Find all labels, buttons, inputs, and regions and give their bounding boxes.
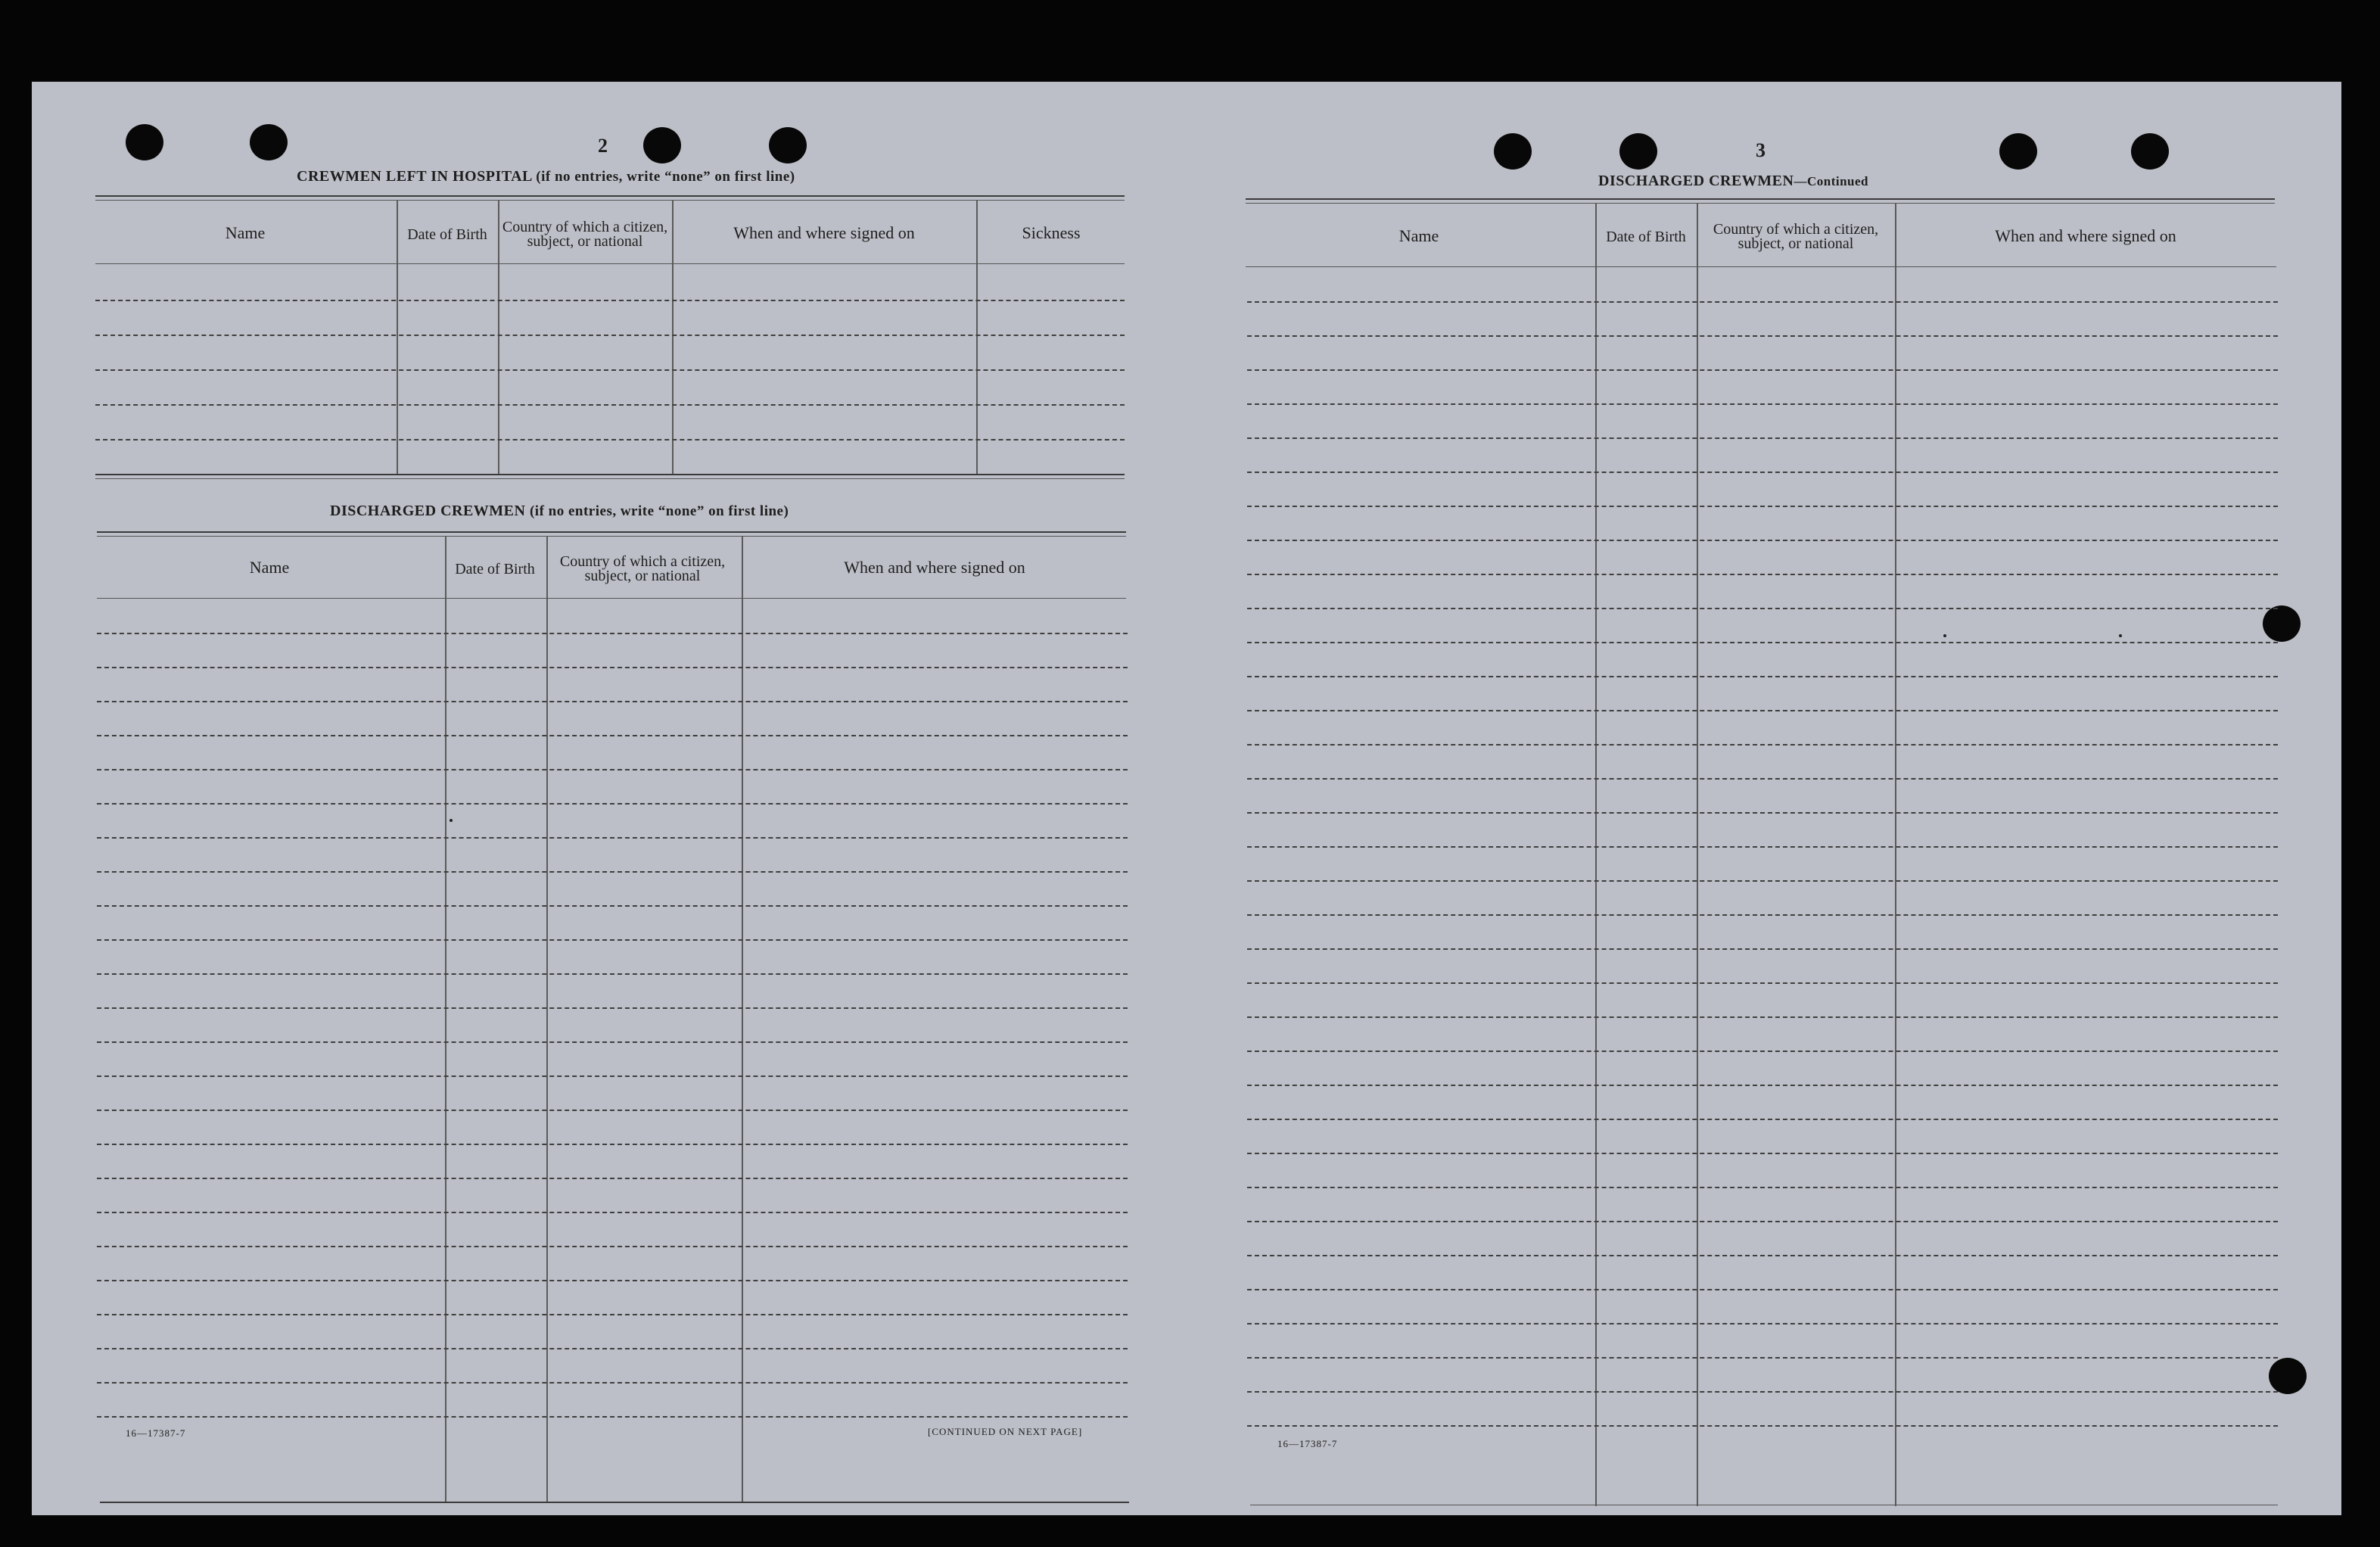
continued-col-dob: Date of Birth <box>1606 228 1686 245</box>
table-row <box>1247 982 2278 984</box>
table-row <box>1247 812 2278 814</box>
table-row <box>97 667 1128 668</box>
table-row <box>95 300 1125 301</box>
table-row <box>1247 1085 2278 1086</box>
form-number-right: 16—17387-7 <box>1277 1438 1338 1449</box>
punch-hole <box>250 124 288 160</box>
table-row <box>97 1246 1128 1247</box>
punch-hole <box>1494 133 1532 170</box>
continued-col-country: Country of which a citizen, subject, or national <box>1713 221 1879 252</box>
hospital-table-top-rule <box>95 195 1125 197</box>
table-row <box>97 1416 1128 1418</box>
punch-hole <box>2263 605 2301 642</box>
table-row <box>1247 437 2278 439</box>
table-row <box>1247 369 2278 371</box>
table-row <box>1247 574 2278 575</box>
table-row <box>1247 1425 2278 1427</box>
table-row <box>1247 642 2278 643</box>
discharged-col-country: Country of which a citizen, subject, or national <box>559 553 726 584</box>
table-row <box>97 1382 1128 1384</box>
punch-hole <box>2269 1358 2307 1394</box>
punch-hole <box>2131 133 2169 170</box>
hospital-col-country: Country of which a citizen, subject, or national <box>502 219 668 250</box>
form-number-left: 16—17387-7 <box>126 1427 186 1439</box>
discharged-section-title: DISCHARGED CREWMEN (if no entries, write “none” on first line) <box>330 503 789 519</box>
table-row <box>95 439 1125 440</box>
table-row <box>1247 1357 2278 1359</box>
table-row <box>1247 301 2278 303</box>
table-row <box>1247 1323 2278 1324</box>
table-row <box>1247 778 2278 780</box>
table-row <box>97 1041 1128 1043</box>
table-row <box>97 1348 1128 1349</box>
punch-hole <box>126 124 163 160</box>
table-row <box>97 701 1128 702</box>
table-row <box>97 1007 1128 1009</box>
table-row <box>1247 846 2278 848</box>
table-row <box>1247 1187 2278 1188</box>
hospital-section-title: CREWMEN LEFT IN HOSPITAL (if no entries, write “none” on first line) <box>297 168 795 185</box>
table-row <box>1247 540 2278 541</box>
table-row <box>1247 1153 2278 1154</box>
table-row <box>1247 506 2278 507</box>
table-row <box>97 1144 1128 1145</box>
continued-col-name: Name <box>1398 226 1439 245</box>
table-row <box>1247 710 2278 711</box>
continued-col-signed-on: When and where signed on <box>1995 226 2176 245</box>
punch-hole <box>643 127 681 163</box>
page-number-right: 3 <box>1756 139 1766 161</box>
discharged-col-dob: Date of Birth <box>455 560 535 577</box>
table-row <box>97 735 1128 736</box>
table-row <box>1247 676 2278 677</box>
table-row <box>1247 1119 2278 1120</box>
table-row <box>97 1110 1128 1111</box>
table-row <box>95 404 1125 406</box>
table-row <box>1247 1051 2278 1052</box>
table-row <box>97 939 1128 941</box>
table-row <box>97 1178 1128 1179</box>
table-row <box>1247 948 2278 950</box>
table-row <box>1247 880 2278 882</box>
hospital-col-name: Name <box>225 223 266 242</box>
table-row <box>1247 914 2278 916</box>
table-row <box>1247 608 2278 609</box>
continued-note: [CONTINUED ON NEXT PAGE] <box>928 1426 1083 1437</box>
hospital-col-dob: Date of Birth <box>407 226 487 243</box>
table-row <box>1247 403 2278 405</box>
hospital-col-signed-on: When and where signed on <box>733 223 915 242</box>
table-row <box>97 1075 1128 1077</box>
table-row <box>1247 744 2278 745</box>
table-row <box>1247 1016 2278 1018</box>
punch-hole <box>1999 133 2037 170</box>
discharged-col-signed-on: When and where signed on <box>844 558 1025 577</box>
table-row <box>97 803 1128 805</box>
table-row <box>97 905 1128 907</box>
table-row <box>97 1280 1128 1281</box>
table-row <box>1247 1391 2278 1393</box>
table-row <box>97 1314 1128 1315</box>
table-row <box>1247 1289 2278 1290</box>
table-row <box>1247 1221 2278 1222</box>
table-row <box>97 1212 1128 1213</box>
table-row <box>97 633 1128 634</box>
form-sheet <box>32 82 2341 1515</box>
table-row <box>1247 472 2278 473</box>
punch-hole <box>769 127 807 163</box>
table-row <box>95 335 1125 336</box>
table-row <box>97 973 1128 975</box>
table-row <box>95 369 1125 371</box>
table-row <box>1247 1255 2278 1256</box>
discharged-col-name: Name <box>249 558 290 577</box>
table-row <box>97 871 1128 873</box>
table-row <box>97 769 1128 770</box>
table-row <box>97 837 1128 839</box>
discharged-continued-title: DISCHARGED CREWMEN—Continued <box>1598 173 1868 189</box>
hospital-col-sickness: Sickness <box>1022 223 1081 242</box>
table-row <box>1247 335 2278 337</box>
punch-hole <box>1619 133 1657 170</box>
page-number-left: 2 <box>598 135 608 157</box>
